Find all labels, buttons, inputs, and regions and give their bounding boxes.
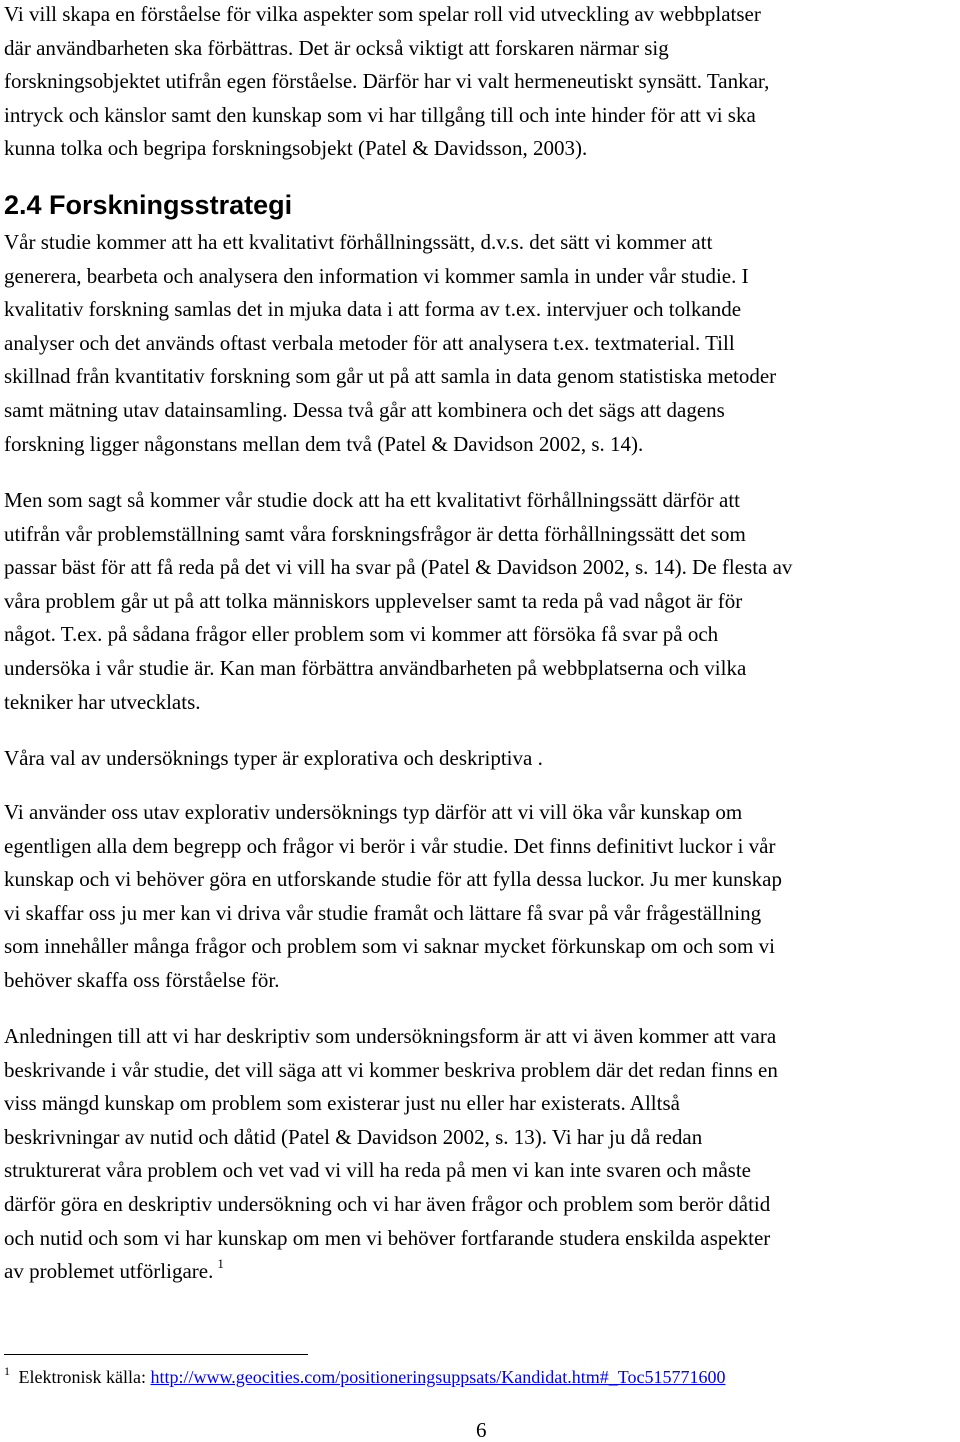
paragraph-descriptive-text: Anledningen till att vi har deskriptiv som undersökningsform är att vi även kommer att vara beskrivande i vår studie, det vill säga att vi kommer beskriva problem där det redan finns en viss mängd kunskap om problem som existerar just nu eller har existerats. Alltså beskrivningar av nutid och dåtid (Patel & Davidson 2002, s. 13). Vi har ju då redan strukturerat våra problem och vet vad vi vill ha reda på men vi kan inte svaren och måste därför göra en deskriptiv undersökning och vi har även frågor och problem som berör dåtid och nutid och som vi har kunskap om men vi behöver fortfarande studera enskilda aspekter av problemet utförligare.	[4, 1024, 778, 1284]
paragraph-qualitative-approach: Vår studie kommer att ha ett kvalitativt förhållningssätt, d.v.s. det sätt vi kommer att generera, bearbeta och analysera den information vi kommer samla in under vår studie. I kvalitativ forskning samlas det in mjuka data i att forma av t.ex. intervjuer och tolkande analyser och det används oftast verbala metoder för att analysera t.ex. textmaterial. Till skillnad från kvantitativ forskning som går ut på att samla in data genom statistiska metoder samt mätning utav datainsamling. Dessa två går att kombinera och det sägs att dagens forskning ligger någonstans mellan dem två (Patel & Davidson 2002, s. 14).	[4, 230, 777, 456]
paragraph-research-types: Våra val av undersöknings typer är explorativa och deskriptiva .	[4, 746, 543, 770]
footnote-link[interactable]: http://www.geocities.com/positioneringsuppsats/Kandidat.htm#_Toc515771600	[150, 1367, 726, 1387]
paragraph-hermeneutics: Vi vill skapa en förståelse för vilka aspekter som spelar roll vid utveckling av webbplatser där användbarheten ska förbättras. Det är också viktigt att forskaren närmar sig forskningsobjektet utifrån egen förståelse. Därför har vi valt hermeneutiskt synsätt. Tankar, intryck och känslor samt den kunskap som vi har tillgång till och inte hinder för att vi ska kunna tolka och begripa forskningsobjekt (Patel & Davidsson, 2003).	[4, 2, 770, 161]
footnote-divider	[4, 1354, 308, 1355]
footnote-reference[interactable]: 1	[217, 1256, 224, 1272]
footnote-marker: 1	[4, 1364, 10, 1378]
paragraph-descriptive	[4, 1020, 778, 1289]
paragraph-explorative: Vi använder oss utav explorativ undersöknings typ därför att vi vill öka vår kunskap om egentligen alla dem begrepp och frågor vi berör i vår studie. Det finns definitivt luckor i vår kunskap och vi behöver göra en utforskande studie för att fylla dessa luckor. Ju mer kunskap vi skaffar oss ju mer kan vi driva vår studie framåt och lättare få svar på vår frågeställning som innehåller många frågor och problem som vi saknar mycket förkunskap om och som vi behöver skaffa oss förståelse för.	[4, 800, 782, 992]
page-number: 6	[476, 1418, 487, 1442]
footnote	[4, 1365, 725, 1389]
paragraph-study-approach: Men som sagt så kommer vår studie dock att ha ett kvalitativt förhållningssätt därför att utifrån vår problemställning samt våra forskningsfrågor är detta förhållningssätt det som passar bäst för att få reda på det vi vill ha svar på (Patel & Davidson 2002, s. 14). De flesta av våra problem går ut på att tolka människors upplevelser samt ta reda på vad något är för något. T.ex. på sådana frågor eller problem som vi kommer att försöka få svar på och undersöka i vår studie är. Kan man förbättra användbarheten på webbplatserna och vilka tekniker har utvecklats.	[4, 488, 793, 714]
footnote-label: Elektronisk källa:	[18, 1367, 146, 1387]
section-heading: 2.4 Forskningsstrategi	[4, 190, 293, 220]
